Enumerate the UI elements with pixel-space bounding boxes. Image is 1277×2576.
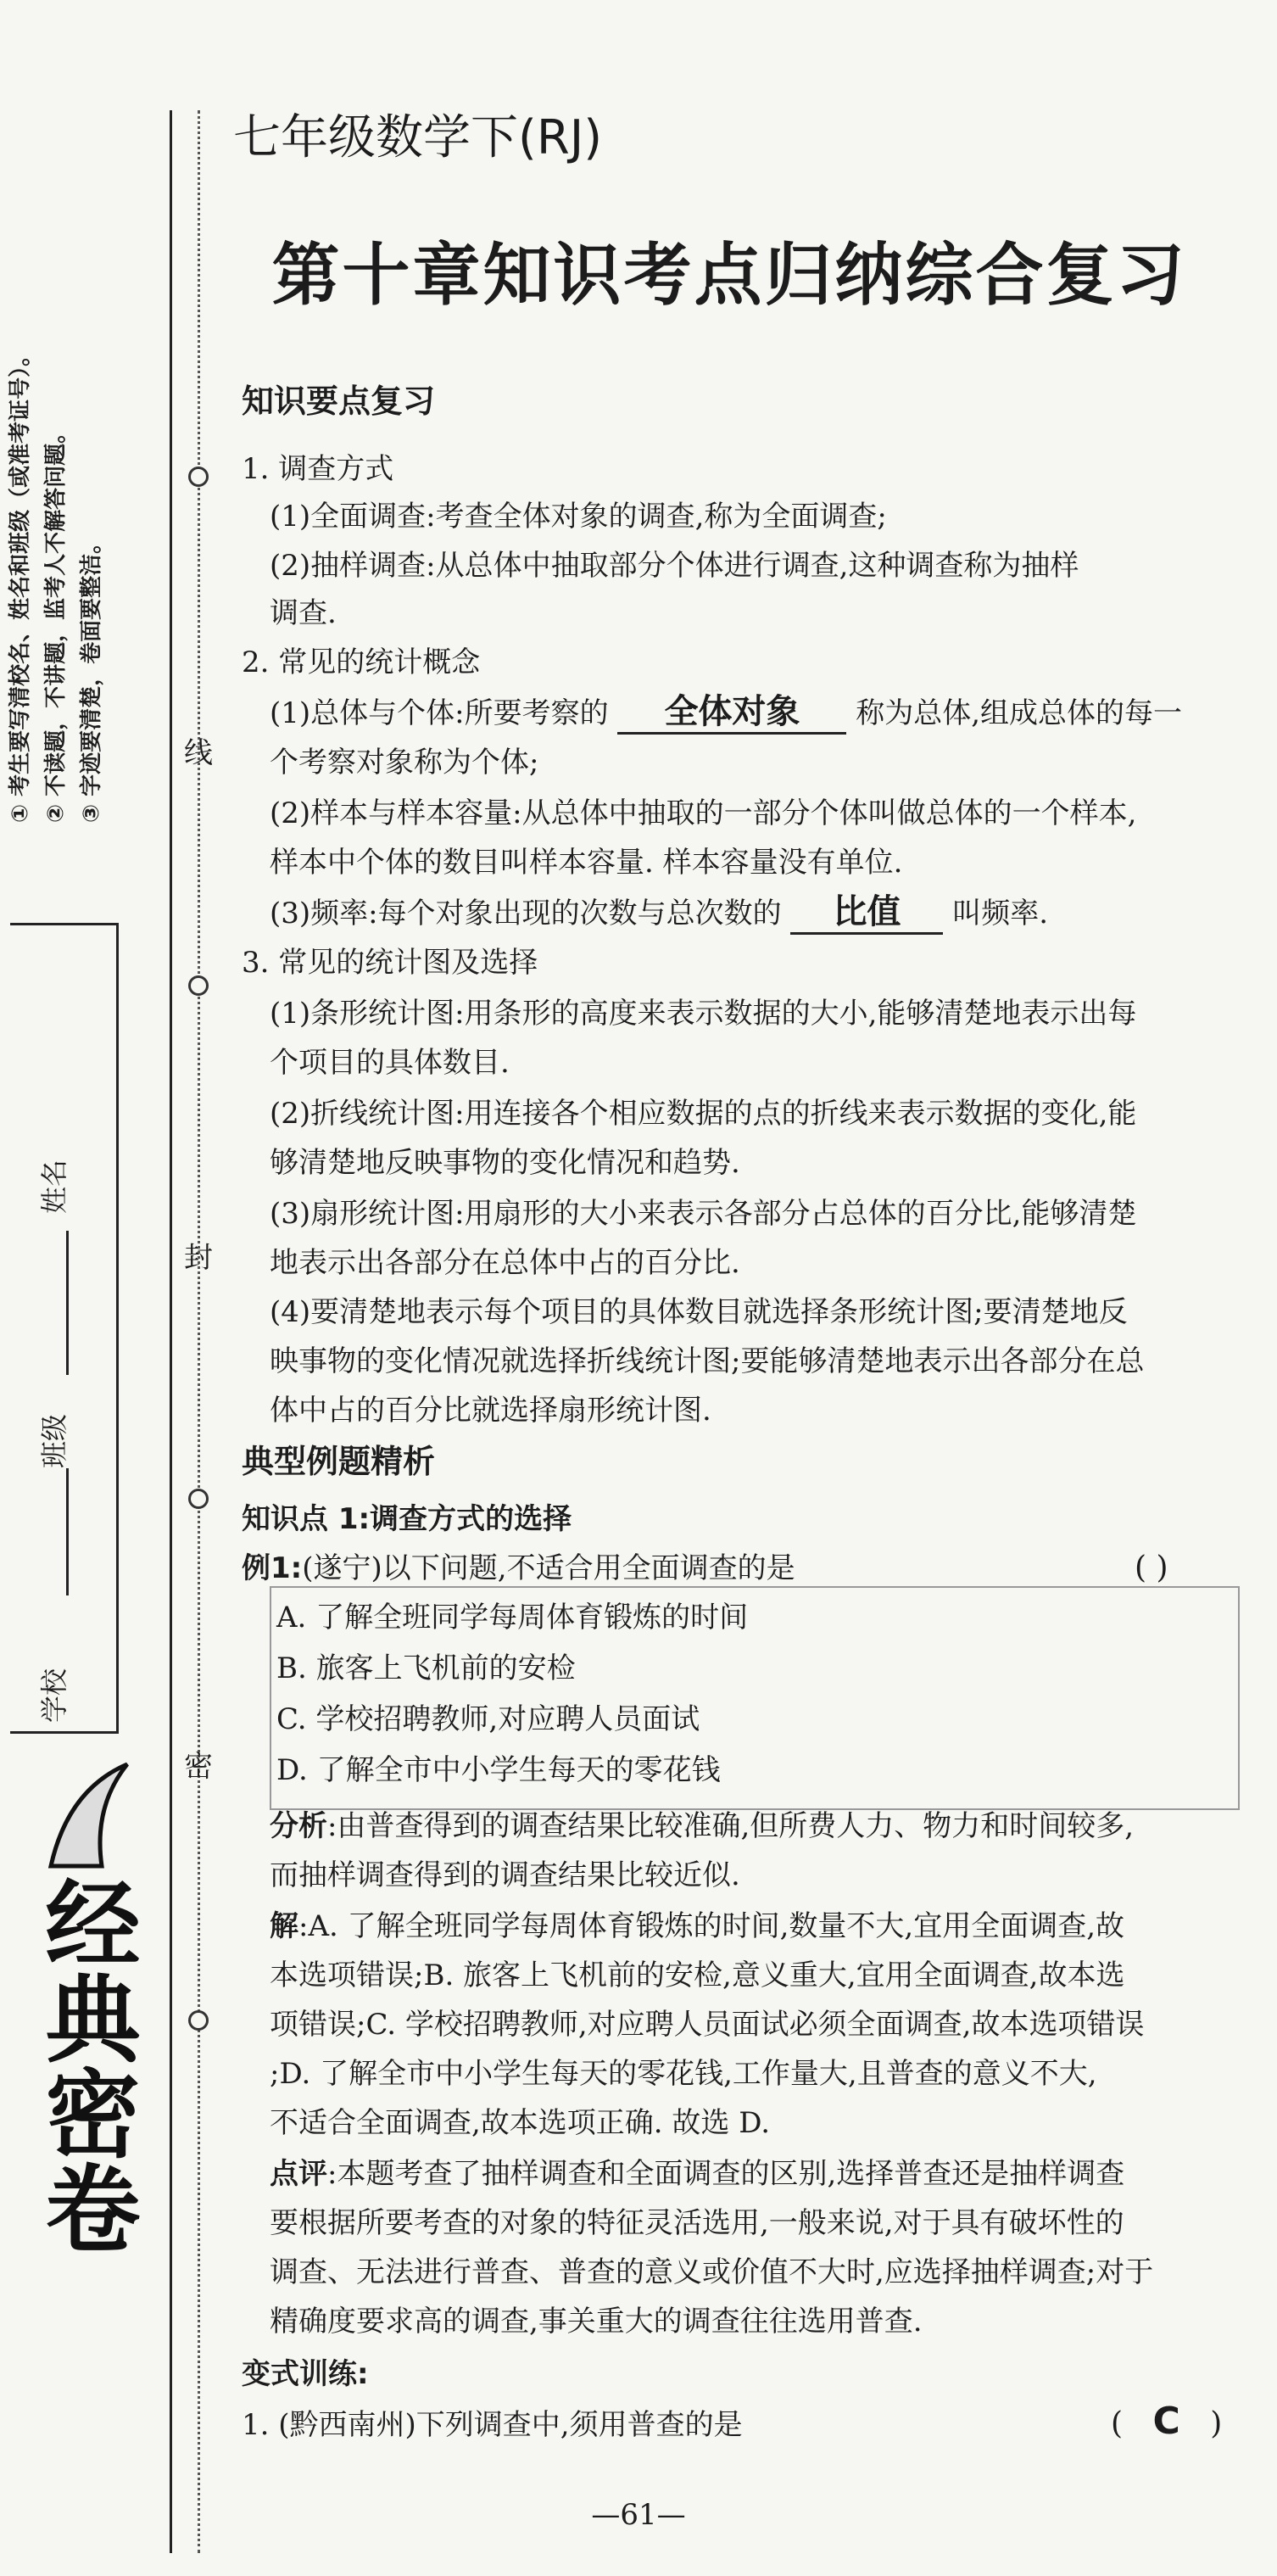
example-label: 例1: [242, 1551, 303, 1585]
option-d: D. 了解全市中小学生每天的零花钱 [276, 1753, 721, 1787]
analysis [270, 1802, 1134, 1851]
text-line: 个考察对象称为个体; [270, 746, 539, 780]
text-line: 个项目的具体数目. [270, 1046, 510, 1080]
text-line: 映事物的变化情况就选择折线统计图;要能够清楚地表示出各部分在总 [270, 1344, 1145, 1378]
practice-heading: 变式训练: [242, 2357, 369, 2391]
text-line [270, 889, 1048, 938]
rule-3: ③ 字迹要清楚，卷面要整洁。 [79, 531, 104, 823]
binding-hole [188, 1489, 209, 1509]
comment-text: :本题考查了抽样调查和全面调查的区别,选择普查还是抽样调查 [327, 2157, 1125, 2191]
text-line: 体中占的百分比就选择扇形统计图. [270, 1394, 711, 1428]
paren-close: ) [1210, 2406, 1223, 2441]
text-line: (2)抽样调查:从总体中抽取部分个体进行调查,这种调查称为抽样 [270, 549, 1079, 583]
knowledge-point: 知识点 1:调查方式的选择 [242, 1502, 572, 1536]
answer-blank: 比值 [790, 891, 943, 935]
page-number: —61— [591, 2498, 686, 2532]
seal-char-mi: 密 [184, 1750, 213, 1784]
binding-hole [188, 975, 209, 996]
text-line: 项错误;C. 学校招聘教师,对应聘人员面试必须全面调查,故本选项错误 [270, 2008, 1145, 2042]
solution [270, 1902, 1124, 1951]
text-line: 精确度要求高的调查,事关重大的调查往往选用普查. [270, 2305, 923, 2339]
text-line: ;D. 了解全市中小学生每天的零花钱,工作量大,且普查的意义不大, [270, 2057, 1097, 2091]
field-school-label: 学校 [38, 1668, 71, 1724]
example-text: (遂宁)以下问题,不适合用全面调查的是 [302, 1551, 795, 1585]
examples-heading: 典型例题精析 [242, 1443, 436, 1480]
text-fragment: (1)总体与个体:所要考察的 [270, 696, 609, 730]
brand-logo [17, 1756, 144, 2366]
binding-hole [188, 467, 209, 487]
practice-answer [1111, 2397, 1222, 2449]
text-fragment: 称为总体,组成总体的每一 [856, 696, 1183, 730]
text-line: (3)扇形统计图:用扇形的大小来表示各部分占总体的百分比,能够清楚 [270, 1197, 1137, 1231]
comment-label: 点评 [270, 2157, 327, 2191]
text-line: 2. 常见的统计概念 [242, 645, 481, 679]
swoosh-icon [42, 1756, 136, 1875]
text-line [270, 689, 1182, 738]
text-line: (2)折线统计图:用连接各个相应数据的点的折线来表示数据的变化,能 [270, 1097, 1137, 1131]
field-class-line[interactable] [66, 1468, 69, 1595]
text-line: 1. 调查方式 [242, 452, 394, 486]
analysis-text: :由普查得到的调查结果比较准确,但所费人力、物力和时间较多, [327, 1809, 1135, 1843]
comment [270, 2149, 1124, 2199]
analysis-label: 分析 [270, 1809, 327, 1843]
option-a: A. 了解全班同学每周体育锻炼的时间 [276, 1601, 749, 1634]
solution-text: :A. 了解全班同学每周体育锻炼的时间,数量不大,宜用全面调查,故 [298, 1909, 1125, 1943]
text-fragment: (3)频率:每个对象出现的次数与总次数的 [270, 897, 782, 930]
text-line: 样本中个体的数目叫样本容量. 样本容量没有单位. [270, 846, 903, 880]
answer-blank: 全体对象 [617, 691, 846, 735]
practice-question: 1. (黔西南州)下列调查中,须用普查的是 [242, 2408, 743, 2442]
answer-letter: C [1152, 2400, 1180, 2443]
binding-hole [188, 2010, 209, 2031]
text-line: 要根据所要考查的对象的特征灵活选用,一般来说,对于具有破坏性的 [270, 2206, 1124, 2240]
binding-line [170, 110, 172, 2553]
solution-label: 解 [270, 1909, 298, 1943]
text-line: 3. 常见的统计图及选择 [242, 946, 538, 980]
text-line: (1)条形统计图:用条形的高度来表示数据的大小,能够清楚地表示出每 [270, 997, 1137, 1031]
brand-text: 经典密卷 [30, 1875, 141, 2255]
paren-open: ( [1111, 2406, 1124, 2441]
text-line: (1)全面调查:考查全体对象的调查,称为全面调查; [270, 500, 887, 534]
seal-char-feng: 封 [184, 1241, 213, 1275]
text-line: (2)样本与样本容量:从总体中抽取的一部分个体叫做总体的一个样本, [270, 796, 1137, 830]
text-fragment: 叫频率. [952, 897, 1049, 930]
rule-1: ① 考生要写清校名、姓名和班级（或准考证号）。 [8, 344, 33, 823]
rule-2: ② 不读题，不讲题，监考人不解答问题。 [43, 421, 69, 823]
text-line: 本选项错误;B. 旅客上飞机前的安检,意义重大,宜用全面调查,故本选 [270, 1959, 1125, 1992]
text-line: 地表示出各部分在总体中占的百分比. [270, 1246, 740, 1280]
review-heading: 知识要点复习 [242, 383, 436, 420]
text-line: 调查. [270, 596, 337, 630]
seal-char-xian: 线 [184, 736, 213, 770]
text-line: (4)要清楚地表示每个项目的具体数目就选择条形统计图;要清楚地反 [270, 1295, 1128, 1329]
option-b: B. 旅客上飞机前的安检 [276, 1651, 576, 1685]
student-info-box [10, 923, 119, 1734]
option-c: C. 学校招聘教师,对应聘人员面试 [276, 1702, 700, 1736]
field-class-label: 班级 [38, 1413, 71, 1469]
series-label: 七年级数学下(RJ) [233, 110, 603, 165]
answer-paren: ( ) [1135, 1551, 1168, 1585]
text-line: 不适合全面调查,故本选项正确. 故选 D. [270, 2106, 771, 2140]
text-line: 而抽样调查得到的调查结果比较近似. [270, 1858, 740, 1892]
page-title: 第十章知识考点归纳综合复习 [271, 236, 1187, 315]
text-line: 调查、无法进行普查、普查的意义或价值不大时,应选择抽样调查;对于 [270, 2255, 1154, 2289]
text-line: 够清楚地反映事物的变化情况和趋势. [270, 1146, 740, 1180]
field-name-label: 姓名 [38, 1159, 71, 1215]
exam-rules [0, 344, 136, 823]
field-name-line[interactable] [66, 1231, 69, 1375]
